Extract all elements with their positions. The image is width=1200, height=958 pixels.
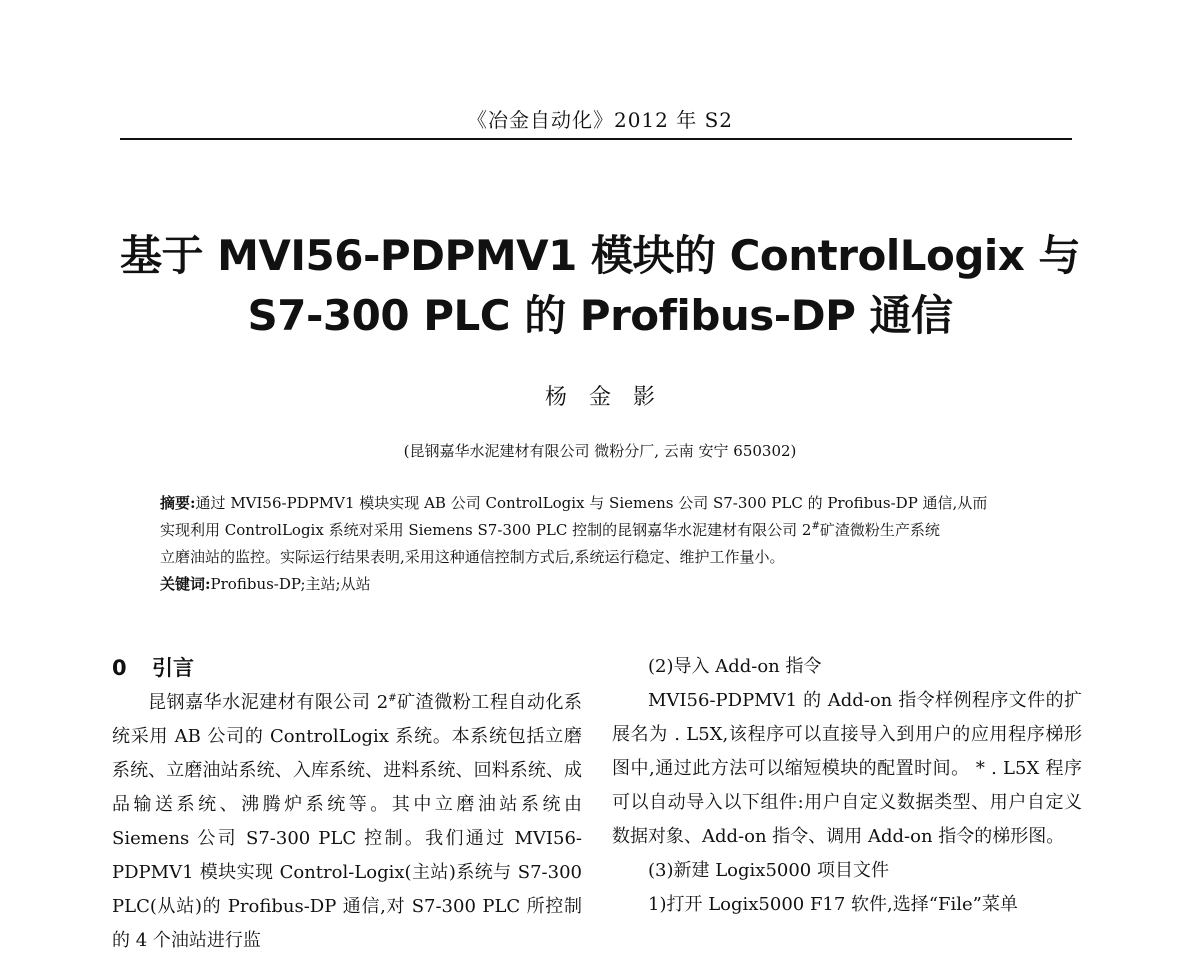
abstract-line-1 — [160, 490, 1040, 517]
abstract-line-3: 立磨油站的监控。实际运行结果表明,采用这种通信控制方式后,系统运行稳定、维护工作量小。 — [160, 548, 785, 566]
subheading-2: (2)导入 Add-on 指令 — [648, 656, 822, 677]
keywords-label: 关键词: — [160, 575, 211, 593]
intro-sup: # — [388, 693, 397, 704]
section-number: 0 — [112, 656, 127, 680]
abstract-sup: # — [811, 521, 820, 532]
abstract-line-2 — [160, 517, 1040, 544]
right-column — [612, 650, 1082, 922]
affiliation: (昆钢嘉华水泥建材有限公司 微粉分厂, 云南 安宁 650302) — [403, 442, 797, 460]
intro-paragraph — [112, 686, 582, 958]
addon-paragraph: MVI56-PDPMV1 的 Add-on 指令样例程序文件的扩展名为 . L5X,该程序可以直接导入到用户的应用程序梯形图中,通过此方法可以缩短模块的配置时间。 * . L5X 程序可以自动导入以下组件:用户自定义数据类型、用户自定义数据对象、Add-on 指令、调用 Add-on 指令的梯形图。 — [612, 690, 1082, 847]
abstract-text-1: 通过 MVI56-PDPMV1 模块实现 AB 公司 ControlLogix 与 Siemens 公司 S7-300 PLC 的 Profibus-DP 通信,从而 — [195, 494, 988, 512]
title-line-1: 基于 MVI56-PDPMV1 模块的 ControlLogix 与 — [119, 231, 1081, 280]
keywords: Profibus-DP;主站;从站 — [210, 575, 371, 593]
abstract-text-2a: 实现利用 ControlLogix 系统对采用 Siemens S7-300 PLC 控制的昆钢嘉华水泥建材有限公司 2 — [160, 521, 812, 539]
abstract — [160, 490, 1040, 598]
subheading-3: (3)新建 Logix5000 项目文件 — [648, 860, 889, 881]
abstract-label: 摘要: — [160, 494, 196, 512]
header-rule — [120, 138, 1072, 140]
title-line-2: S7-300 PLC 的 Profibus-DP 通信 — [247, 291, 953, 340]
section-heading — [112, 650, 582, 686]
intro-text-b: 矿渣微粉工程自动化系统采用 AB 公司的 ControlLogix 系统。本系统包括立磨系统、立磨油站系统、入库系统、进料系统、回料系统、成品输送系统、沸腾炉系统等。其中立磨油站系统由 Siemens 公司 S7-300 PLC 控制。我们通过 MVI56-PDPMV1 模块实现 Control-Logix(主站)系统与 S7-300 PLC(从站)的 Profibus-DP 通信,对 S7-300 PLC 所控制的 4 个油站进行监 — [112, 692, 582, 951]
abstract-text-2b: 矿渣微粉生产系统 — [819, 521, 940, 539]
article-title — [0, 226, 1200, 346]
intro-text-a: 昆钢嘉华水泥建材有限公司 2 — [148, 692, 389, 713]
journal-header: 《冶金自动化》2012 年 S2 — [466, 108, 734, 132]
author: 杨金影 — [544, 385, 677, 410]
section-title: 引言 — [152, 656, 194, 680]
step-1: 1)打开 Logix5000 F17 软件,选择“File”菜单 — [648, 894, 1018, 915]
left-column — [112, 650, 582, 958]
keywords-line — [160, 571, 1040, 598]
